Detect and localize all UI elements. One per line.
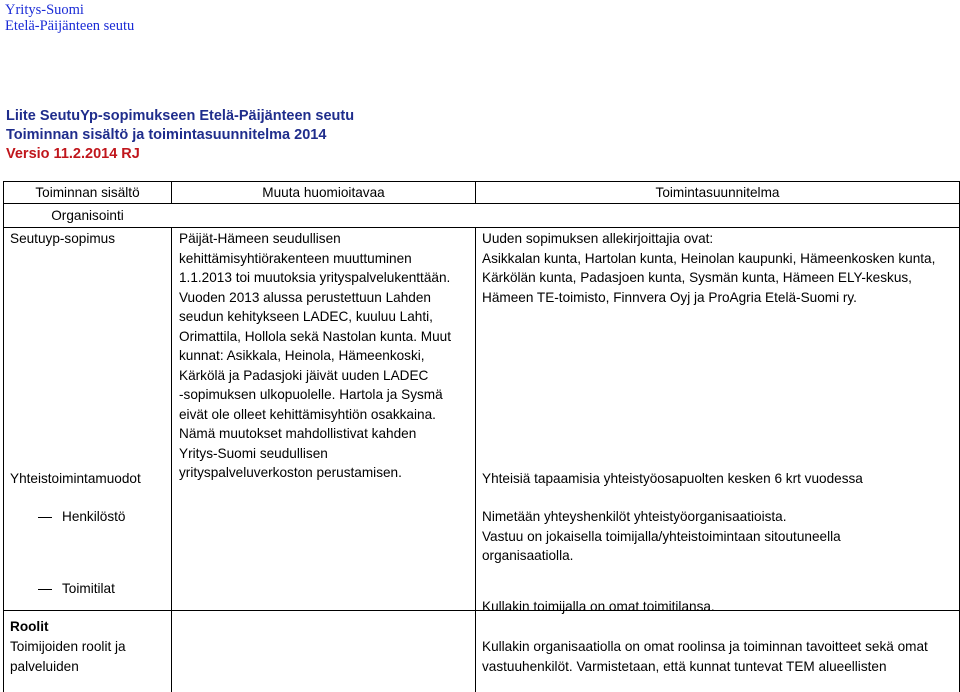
toimitilat-plan: Kullakin toimijalla on omat toimitilansa.	[482, 599, 715, 614]
action-plan-table	[3, 181, 960, 692]
sub-label-line: Toimijoiden roolit ja	[10, 639, 126, 654]
note-line: Vuoden 2013 alussa perustettuun Lahden	[179, 289, 431, 305]
header-line-1: Yritys-Suomi	[5, 2, 84, 18]
row-label-henkilosto: Henkilöstö	[62, 509, 126, 524]
document-title-block	[6, 107, 354, 164]
note-line: kunnat: Asikkala, Heinola, Hämeenkoski,	[179, 348, 425, 363]
column-header-notes: Muuta huomioitavaa	[262, 185, 385, 200]
plan-line: Kärkölän kunta, Padasjoen kunta, Sysmän kunta, Hämeen ELY-keskus,	[482, 270, 912, 285]
note-line: 1.1.2013 toi muutoksia yrityspalvelukenttään.	[179, 270, 451, 285]
document-header	[5, 2, 134, 34]
version-line: Versio 11.2.2014 RJ	[6, 146, 140, 162]
note-line: -sopimuksen ulkopuolelle. Hartola ja Sysmä	[179, 387, 443, 402]
row-label-roolit: Roolit	[10, 619, 49, 634]
column-divider-2-body	[475, 227, 476, 692]
row-label-yhteistoimintamuodot: Yhteistoimintamuodot	[10, 471, 141, 486]
note-line: kehittämisyhtiörakenteen muuttuminen	[179, 250, 412, 266]
roolit-plan	[482, 637, 957, 676]
plan-line: vastuuhenkilöt. Varmistetaan, että kunnat tuntevat TEM alueellisten	[482, 658, 887, 674]
bullet-dash	[38, 517, 52, 518]
henkilosto-plan	[482, 507, 957, 566]
note-line: Kärkölä ja Padasjoki jäivät uuden LADEC	[179, 367, 429, 383]
plan-line: Kullakin organisaatiolla on omat roolinsa ja toiminnan tavoitteet sekä omat	[482, 639, 928, 654]
note-line: Päijät-Hämeen seudullisen	[179, 231, 341, 246]
header-divider	[3, 203, 960, 204]
plan-line: Nimetään yhteyshenkilöt yhteistyöorganisaatioista.	[482, 509, 787, 524]
column-header-content: Toiminnan sisältö	[35, 185, 140, 200]
plan-line: organisaatiolla.	[482, 548, 574, 563]
note-line: Yritys-Suomi seudullisen	[179, 445, 328, 461]
header-line-2: Etelä-Päijänteen seutu	[5, 18, 135, 34]
note-line: yrityspalveluverkoston perustamisen.	[179, 465, 402, 480]
plan-line: Asikkalan kunta, Hartolan kunta, Heinolan kaupunki, Hämeenkosken kunta,	[482, 250, 936, 266]
title-line-1: Liite SeutuYp-sopimukseen Etelä-Päijänteen seutu	[6, 108, 355, 124]
row-label-seutuyp: Seutuyp-sopimus	[10, 231, 116, 246]
yhteistoiminta-plan: Yhteisiä tapaamisia yhteistyöosapuolten kesken 6 krt vuodessa	[482, 471, 863, 486]
plan-line: Uuden sopimuksen allekirjoittajia ovat:	[482, 231, 714, 246]
note-line: Orimattila, Hollola sekä Nastolan kunta. Muut	[179, 328, 451, 344]
row-label-toimitilat: Toimitilat	[62, 581, 115, 596]
section-organisointi: Organisointi	[51, 208, 124, 223]
table-border-top	[3, 181, 960, 182]
column-header-plan: Toimintasuunnitelma	[655, 185, 780, 200]
title-line-2: Toiminnan sisältö ja toimintasuunnitelma 2014	[6, 127, 327, 143]
seutuyp-plan	[482, 229, 957, 307]
sub-label-line: palveluiden	[10, 658, 79, 674]
plan-line: Vastuu on jokaisella toimijalla/yhteistoimintaan sitoutuneella	[482, 528, 841, 544]
note-line: seudun kehitykseen LADEC, kuuluu Lahti,	[179, 309, 433, 324]
plan-line: Hämeen TE-toimisto, Finnvera Oyj ja ProAgria Etelä-Suomi ry.	[482, 289, 857, 305]
table-border-left	[3, 181, 4, 692]
seutuyp-notes	[179, 229, 471, 483]
note-line: eivät ole olleet kehittämisyhtiön osakkaina.	[179, 406, 436, 422]
roolit-sub-label	[10, 637, 170, 676]
section-divider	[3, 227, 960, 228]
note-line: Nämä muutokset mahdollistivat kahden	[179, 426, 417, 441]
column-divider-1-body	[171, 227, 172, 692]
bullet-dash	[38, 589, 52, 590]
